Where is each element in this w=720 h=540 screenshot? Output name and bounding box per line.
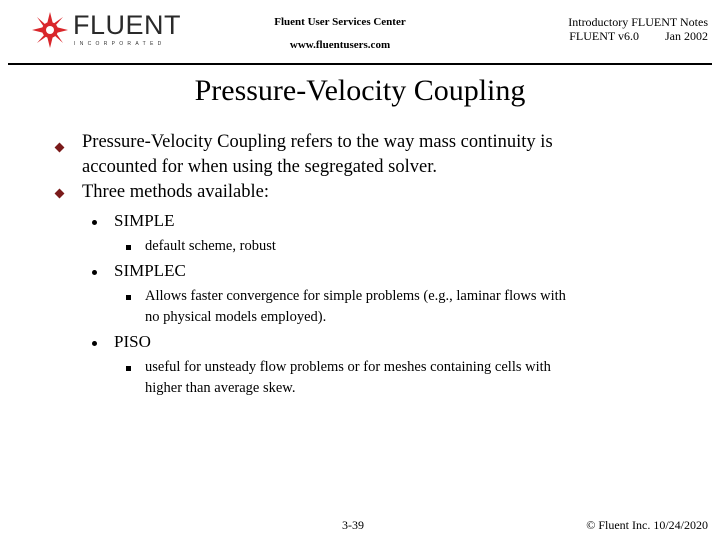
method-simplec-detail-line-1: Allows faster convergence for simple problems (e.g., laminar flows with xyxy=(145,288,566,304)
method-simplec: SIMPLEC xyxy=(114,261,186,280)
method-simplec-detail-line-2: no physical models employed). xyxy=(145,309,327,325)
method-piso-detail-line-1: useful for unsteady flow problems or for meshes containing cells with xyxy=(145,359,551,375)
header-version: FLUENT v6.0 xyxy=(569,29,639,43)
header-notes xyxy=(568,15,708,43)
bullet-square-icon xyxy=(126,245,131,250)
header-date: Jan 2002 xyxy=(665,29,708,43)
header-org: Fluent User Services Center xyxy=(274,16,406,28)
method-simplec-detail xyxy=(145,286,566,328)
header-version-line xyxy=(568,29,708,43)
bullet-2: Three methods available: xyxy=(82,182,269,202)
bullet-dot-icon xyxy=(92,220,97,225)
bullet-square-icon xyxy=(126,366,131,371)
slide-title: Pressure-Velocity Coupling xyxy=(194,74,526,107)
header-rule xyxy=(8,63,712,65)
bullet-diamond-icon xyxy=(55,143,65,153)
bullet-square-icon xyxy=(126,295,131,300)
method-piso-detail xyxy=(145,357,551,399)
page-number: 3-39 xyxy=(342,518,364,532)
bullet-dot-icon xyxy=(92,341,97,346)
fluent-logo xyxy=(30,10,182,50)
method-simple: SIMPLE xyxy=(114,211,175,230)
method-simple-detail: default scheme, robust xyxy=(145,238,276,254)
bullet-diamond-icon xyxy=(55,189,65,199)
header-notes-title: Introductory FLUENT Notes xyxy=(568,15,708,29)
logo-wordmark: FLUENT xyxy=(73,10,182,40)
bullet-1-line-1: Pressure-Velocity Coupling refers to the way mass continuity is xyxy=(82,132,553,152)
logo-subtitle: INCORPORATED xyxy=(74,41,166,47)
fluent-starburst-icon xyxy=(30,10,70,50)
header-url: www.fluentusers.com xyxy=(289,39,391,51)
method-piso-detail-line-2: higher than average skew. xyxy=(145,380,296,396)
bullet-dot-icon xyxy=(92,270,97,275)
bullet-1-line-2: accounted for when using the segregated solver. xyxy=(82,157,437,177)
copyright: © Fluent Inc. 10/24/2020 xyxy=(586,518,708,532)
method-piso: PISO xyxy=(114,332,151,351)
bullet-1 xyxy=(82,130,553,180)
